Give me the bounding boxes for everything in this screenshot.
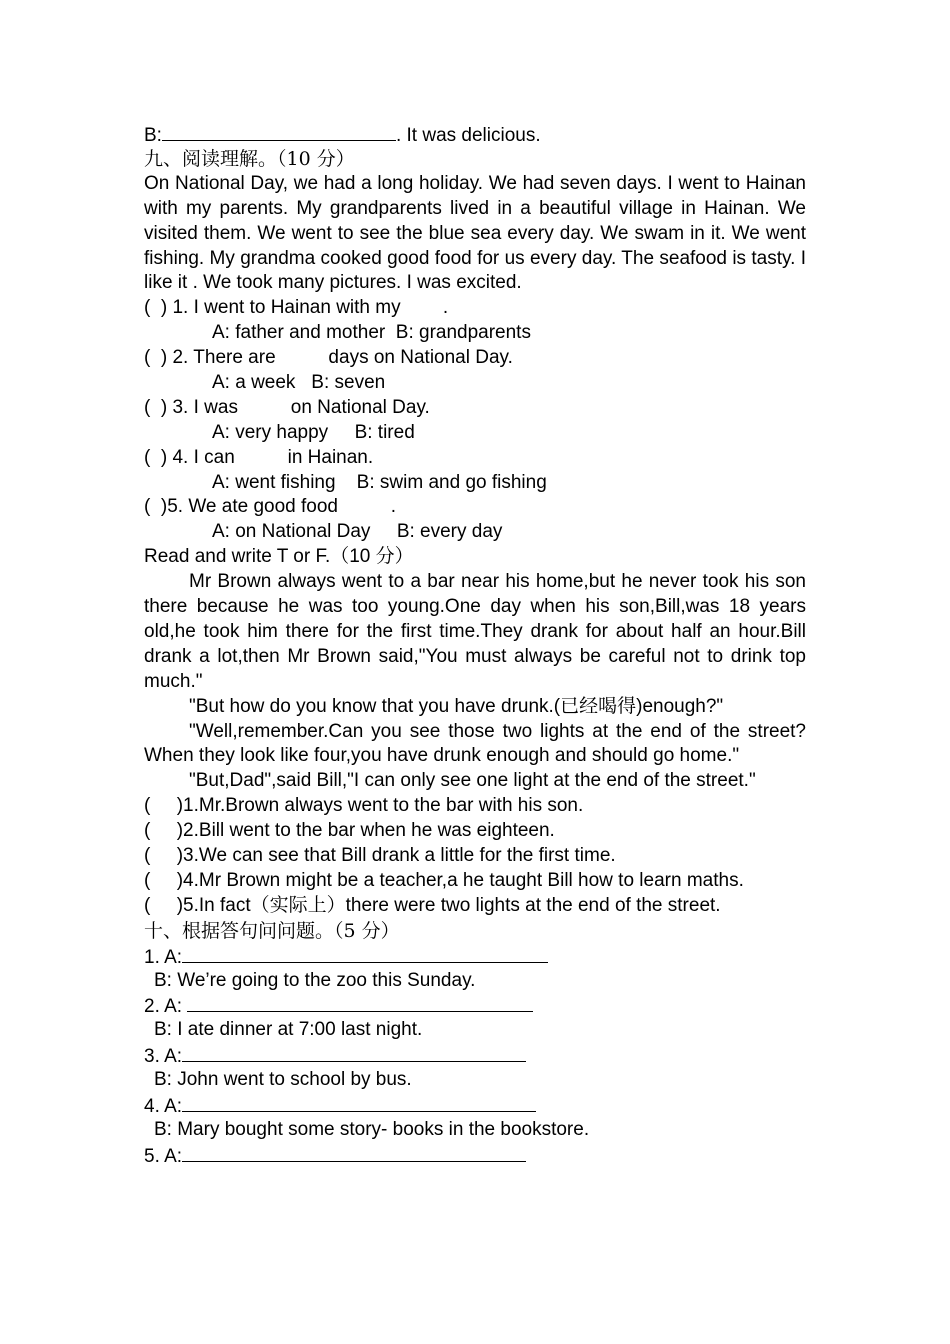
section9-heading: 九、阅读理解。（10 分） <box>144 147 355 170</box>
question-1: ( ) 1. I went to Hainan with my . <box>144 297 449 319</box>
qa-3-answer: B: John went to school by bus. <box>154 1069 412 1091</box>
qa-4-question: 4. A: <box>144 1093 806 1118</box>
section10-heading: 十、根据答句问问题。（5 分） <box>144 919 400 942</box>
qa-1-answer: B: We’re going to the zoo this Sunday. <box>154 969 476 991</box>
qa-4-blank[interactable] <box>182 1093 536 1112</box>
tf-statement-5: ( )5.In fact（实际上）there were two lights at the end of the street. <box>144 894 721 916</box>
tf-paragraph-1: Mr Brown always went to a bar near his home,but he never took his son there because he was too young.One day when his son,Bill,was 18 years old,he took him there for the first time.They drank for about half an hour.Bill drank a lot,then Mr Brown said,"You must always be careful not to drink top much." <box>144 571 806 692</box>
qa-5-blank[interactable] <box>182 1143 526 1162</box>
tf-paragraph-3: "Well,remember.Can you see those two lights at the end of the street?When they look like four,you have drunk enough and should go home." <box>144 720 806 767</box>
question-5-options: A: on National Day B: every day <box>212 521 503 543</box>
tf-statement-3: ( )3.We can see that Bill drank a little for the first time. <box>144 845 616 867</box>
tf-heading: Read and write T or F.（10 分） <box>144 546 414 568</box>
qa-2-blank[interactable] <box>187 993 533 1012</box>
qa-2-answer: B: I ate dinner at 7:00 last night. <box>154 1019 423 1041</box>
qa-1-blank[interactable] <box>182 944 548 963</box>
tf-statement-1: ( )1.Mr.Brown always went to the bar with his son. <box>144 795 584 817</box>
tf-statement-4: ( )4.Mr Brown might be a teacher,a he taught Bill how to learn maths. <box>144 869 744 891</box>
qa-5-question: 5. A: <box>144 1143 806 1168</box>
previous-answer-line: B: . It was delicious. <box>144 122 806 147</box>
question-2-options: A: a week B: seven <box>212 371 386 393</box>
qa-4-answer: B: Mary bought some story- books in the bookstore. <box>154 1118 590 1140</box>
qa-3-blank[interactable] <box>182 1043 526 1062</box>
qa-2-question: 2. A: <box>144 993 806 1018</box>
tf-statement-2: ( )2.Bill went to the bar when he was eighteen. <box>144 820 555 842</box>
question-4: ( ) 4. I can in Hainan. <box>144 446 374 468</box>
qa-3-question: 3. A: <box>144 1043 806 1068</box>
question-2: ( ) 2. There are days on National Day. <box>144 347 513 369</box>
question-4-options: A: went fishing B: swim and go fishing <box>212 471 547 493</box>
answer-blank[interactable] <box>162 122 396 141</box>
tf-paragraph-2: "But how do you know that you have drunk.(已经喝得)enough?" <box>189 695 724 717</box>
question-3-options: A: very happy B: tired <box>212 421 415 443</box>
qa-1-question: 1. A: <box>144 944 806 969</box>
question-3: ( ) 3. I was on National Day. <box>144 396 430 418</box>
question-1-options: A: father and mother B: grandparents <box>212 322 531 344</box>
question-5: ( )5. We ate good food . <box>144 496 397 518</box>
reading-passage: On National Day, we had a long holiday. We had seven days. I went to Hainan with my parents. My grandparents lived in a beautiful village in Hainan. We visited them. We went to see the blue sea every day. We swam in it. We went fishing. My grandma cooked good food for us every day. The seafood is tasty. I like it . We took many pictures. I was excited. <box>144 172 806 294</box>
tf-paragraph-4: "But,Dad",said Bill,"I can only see one light at the end of the street." <box>189 770 756 792</box>
worksheet-page <box>144 122 806 1168</box>
